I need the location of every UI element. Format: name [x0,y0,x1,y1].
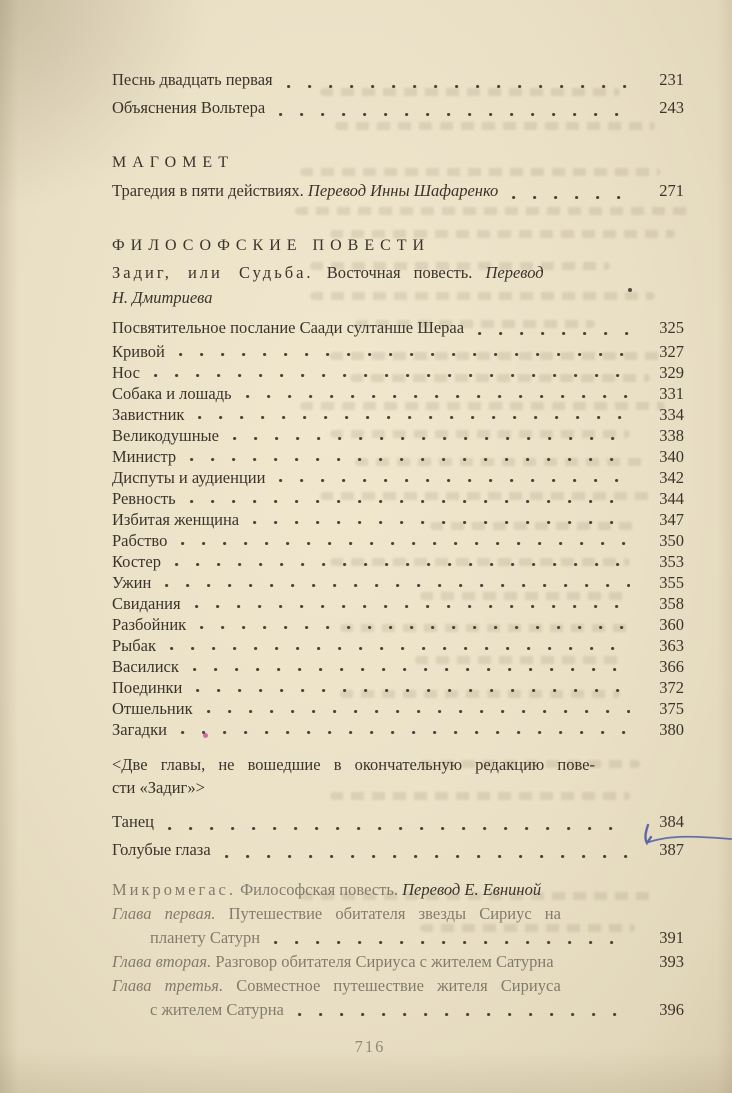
toc-row [112,776,684,799]
text-segment: Трагедия в пяти действиях. [112,181,308,200]
toc-text [112,614,186,635]
text-segment: Голубые глаза [112,840,211,859]
toc-row [112,593,684,614]
page-number: 387 [659,840,684,859]
toc-text [112,231,430,260]
dot-leader [181,542,630,545]
text-segment: <Две главы, не вошедшие в окончательную редакцию пове- [112,755,595,774]
toc-row [112,572,684,593]
dot-leader [279,479,630,482]
section-zadig-extra-chapters [112,753,684,864]
page-number: 338 [659,426,684,445]
toc-text [112,974,561,998]
dot-leader [298,1013,630,1016]
text-segment: Перевод Инны Шафаренко [307,181,499,200]
toc-row [112,551,684,572]
toc-text [112,698,193,719]
page-number: 340 [659,447,684,466]
ink-dot-artifact [628,288,632,292]
page-number: 271 [659,181,684,200]
dot-leader [279,113,630,116]
toc-row [112,877,684,902]
text-segment: Отшельник [112,699,193,718]
toc-row [112,635,684,656]
page-number: 347 [659,510,684,529]
toc-text [112,877,541,902]
toc-text [112,950,554,974]
dot-leader [512,196,630,199]
text-segment: Завистник [112,405,185,424]
toc-text [112,635,156,656]
page-number: 325 [659,318,684,337]
toc-row [112,425,684,446]
toc-row [112,260,684,285]
text-segment: сти «Задиг»> [112,778,205,797]
page-number: 366 [659,657,684,676]
toc-text [112,285,212,310]
toc-text [112,719,167,740]
toc-text [112,836,211,864]
page-number: 393 [659,952,684,971]
dot-leader [246,395,630,398]
toc-row [112,698,684,719]
text-segment: Кривой [112,342,165,361]
page-number: 344 [659,489,684,508]
text-segment: Великодушные [112,426,219,445]
text-segment: ФИЛОСОФСКИЕ ПОВЕСТИ [112,237,431,254]
section-top-entries [112,66,684,122]
dot-leader [198,416,630,419]
text-segment: Перевод [485,263,544,282]
page-number: 380 [659,720,684,739]
toc-row [112,177,684,205]
dot-leader [196,689,630,692]
toc-row [112,315,684,341]
page-number: 231 [659,70,684,89]
toc-text [112,148,234,177]
toc-row [112,677,684,698]
dot-leader [175,563,630,566]
toc-text [150,998,284,1022]
toc-row [112,383,684,404]
toc-text [112,404,184,425]
toc-row [112,719,684,740]
text-segment: Ревность [112,489,176,508]
text-segment: Диспуты и аудиенции [112,468,266,487]
toc-text [112,260,544,285]
text-segment: Глава первая. [112,904,216,923]
section-heading [112,231,684,260]
pen-stroke-icon [638,822,732,856]
toc-text [112,530,167,551]
toc-row [112,509,684,530]
toc-text [112,467,265,488]
toc-row [112,488,684,509]
dot-leader [170,647,630,650]
page-number: 372 [659,678,684,697]
toc-row [112,974,684,998]
text-segment: с жителем Сатурна [150,1000,284,1019]
dot-leader [207,710,630,713]
page-number: 342 [659,468,684,487]
text-segment: МАГОМЕТ [112,154,234,171]
page-number: 375 [659,699,684,718]
toc-row [112,362,684,383]
text-segment: Перевод Е. Евниной [402,880,542,899]
page-number: 243 [659,98,684,117]
text-segment: Министр [112,447,177,466]
text-segment: Нос [112,363,140,382]
page-number: 363 [659,636,684,655]
toc-row [112,404,684,425]
dot-leader [193,668,630,671]
text-segment: Глава третья. [112,976,224,995]
toc-row [112,467,684,488]
page-number: 327 [659,342,684,361]
page-number: 391 [659,928,684,947]
text-segment: Рабство [112,531,168,550]
text-segment: Рыбак [112,636,156,655]
text-segment: Восточная повесть. [313,263,486,282]
page-number: 360 [659,615,684,634]
text-segment: Собака и лошадь [112,384,232,403]
magenta-speck-artifact [203,733,208,738]
dot-leader [253,521,630,524]
toc-text [112,66,273,94]
dot-leader [274,941,630,944]
toc-text [112,593,181,614]
dot-leader [179,353,630,356]
text-segment: Избитая женщина [112,510,240,529]
text-segment: Разговор обитателя Сириуса с жителем Сатурна [211,952,554,971]
page-number: 334 [659,405,684,424]
text-segment: Свидания [112,594,181,613]
toc-row [112,902,684,926]
blue-pen-mark [638,822,732,856]
toc-row [112,446,684,467]
toc-text [112,656,179,677]
text-segment: Танец [112,812,154,831]
toc-text [150,926,260,950]
toc-text [112,776,205,799]
text-segment: Песнь двадцать первая [112,70,273,89]
dot-leader [190,458,630,461]
toc-text [112,383,232,404]
page-number: 329 [659,363,684,382]
toc-text [112,446,176,467]
toc-row [112,341,684,362]
toc-row [112,94,684,122]
toc-row [112,998,684,1022]
page-number: 353 [659,552,684,571]
text-segment: Микромегас. [112,880,237,899]
toc-text [112,677,182,698]
folio-page-number: 716 [354,1037,386,1056]
toc-row [112,926,684,950]
section-philosophical-tales [112,231,684,740]
text-segment: Путешествие обитателя звезды Сириус на [215,904,561,923]
toc-row [112,614,684,635]
toc-text [112,94,265,122]
toc-text [112,488,176,509]
dot-leader [200,626,630,629]
toc-text [112,808,154,836]
toc-row [112,753,684,776]
text-segment: Задиг, или Судьба. [112,263,314,282]
dot-leader [287,85,630,88]
toc-row [112,66,684,94]
page-number: 350 [659,531,684,550]
dot-leader [195,605,630,608]
text-segment: Философская повесть. [236,880,403,899]
dot-leader [225,855,630,858]
toc-row [112,285,684,310]
dot-leader [181,731,630,734]
text-segment: Объяснения Вольтера [112,98,266,117]
toc-text [112,753,595,776]
toc-text [112,315,464,341]
toc-row [112,656,684,677]
page-number: 384 [659,812,684,831]
text-segment: Загадки [112,720,167,739]
toc-text [112,425,219,446]
toc-text [112,362,140,383]
text-segment: Разбойник [112,615,187,634]
text-segment: Совместное путешествие жителя Сириуса [223,976,561,995]
section-micromegas [112,877,684,1022]
section-magomet [112,148,684,205]
toc-text [112,572,151,593]
page-number: 358 [659,594,684,613]
page-number: 331 [659,384,684,403]
text-segment: Глава вторая. [112,952,212,971]
text-segment: планету Сатурн [150,928,261,947]
dot-leader [154,374,630,377]
dot-leader [168,827,630,830]
toc-row [112,950,684,974]
text-segment: Ужин [112,573,152,592]
toc-row [112,530,684,551]
toc-text [112,551,161,572]
dot-leader [478,332,630,335]
text-segment: Костер [112,552,161,571]
section-heading [112,148,684,177]
toc-text [112,509,239,530]
toc-text [112,341,165,362]
toc [112,66,684,1022]
text-segment: Василиск [112,657,179,676]
dot-leader [190,500,630,503]
page-number: 355 [659,573,684,592]
dot-leader [233,437,630,440]
text-segment: Н. Дмитриева [112,288,213,307]
dot-leader [165,584,630,587]
page-number: 396 [659,1000,684,1019]
toc-text [112,902,561,926]
toc-text [112,177,498,205]
text-segment: Поединки [112,678,183,697]
text-segment: Посвятительное послание Саади султанше Шераа [112,318,465,337]
toc-row [112,808,684,836]
toc-row [112,836,684,864]
